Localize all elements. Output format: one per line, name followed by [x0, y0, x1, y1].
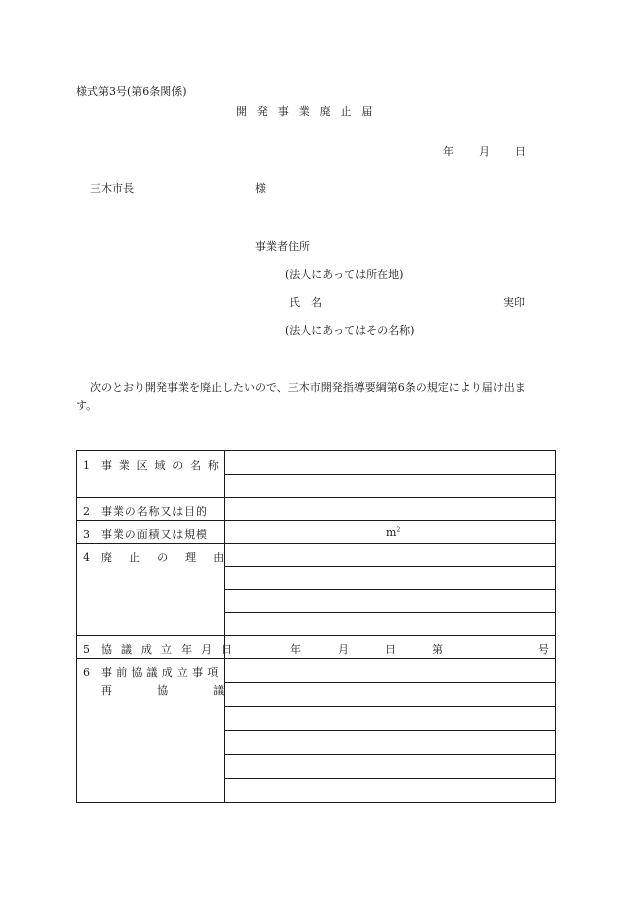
row-number: 3 [83, 528, 90, 541]
form-table [76, 450, 556, 803]
row-label-area-name [83, 457, 226, 473]
agreement-month: 月 [338, 643, 349, 656]
row-rule [224, 589, 555, 590]
row-label-project-name [83, 503, 219, 519]
row-label-text: 事業の面積又は規模 [101, 528, 208, 541]
row-number: 2 [83, 505, 90, 518]
row-rule [224, 612, 555, 613]
area-unit: $m^2$ [386, 526, 401, 539]
addressee-name: 三木市長 [90, 182, 134, 195]
row-rule [77, 543, 555, 544]
address-label: 事業者住所 [255, 240, 310, 253]
document-title: 開発事業廃止届 [236, 105, 383, 118]
row-label-text: 事業の名称又は目的 [101, 505, 208, 518]
row-label-text: 事前協議成立事項 [101, 666, 223, 679]
row-rule [224, 754, 555, 755]
row-rule [77, 497, 555, 498]
seal-label: 実印 [503, 296, 525, 309]
row-number: 1 [83, 459, 90, 472]
addressee-honorific: 様 [255, 182, 266, 195]
row-label-text: 再協議 [101, 684, 270, 697]
body-text-line1: 次のとおり開発事業を廃止したいので、三木市開発指導要綱第6条の規定により届け出ま [90, 381, 526, 394]
row-label-prior-agreement [83, 664, 223, 680]
date-day: 日 [515, 145, 526, 158]
row-rule [224, 682, 555, 683]
row-label-text: 協議成立年月日 [101, 643, 242, 656]
row-rule [224, 566, 555, 567]
row-rule [224, 474, 555, 475]
row-rule [224, 706, 555, 707]
agreement-dai: 第 [432, 643, 443, 656]
row-rule [77, 635, 555, 636]
column-divider [224, 451, 225, 802]
row-number: 4 [83, 551, 90, 564]
address-note: (法人にあっては所在地) [285, 268, 404, 281]
row-label-text: 廃止の理由 [101, 551, 242, 564]
form-number: 様式第3号(第6条関係) [76, 85, 187, 98]
agreement-day: 日 [385, 643, 396, 656]
row-label-agreement-date [83, 641, 242, 657]
agreement-year: 年 [290, 643, 301, 656]
agreement-go: 号 [538, 643, 549, 656]
row-number: 6 [83, 666, 90, 679]
date-month: 月 [479, 145, 490, 158]
row-label-reason [83, 549, 242, 565]
row-rule [224, 730, 555, 731]
date-year: 年 [443, 145, 454, 158]
row-rule [224, 778, 555, 779]
row-label-reconsultation [83, 682, 270, 698]
row-rule [77, 520, 555, 521]
row-rule [77, 658, 555, 659]
row-label-text: 事業区域の名称 [101, 459, 226, 472]
name-label: 氏 名 [289, 296, 322, 309]
body-text-line2: す。 [76, 399, 98, 412]
row-label-area-scale [83, 526, 219, 542]
name-note: (法人にあってはその名称) [285, 324, 415, 337]
row-number: 5 [83, 643, 90, 656]
